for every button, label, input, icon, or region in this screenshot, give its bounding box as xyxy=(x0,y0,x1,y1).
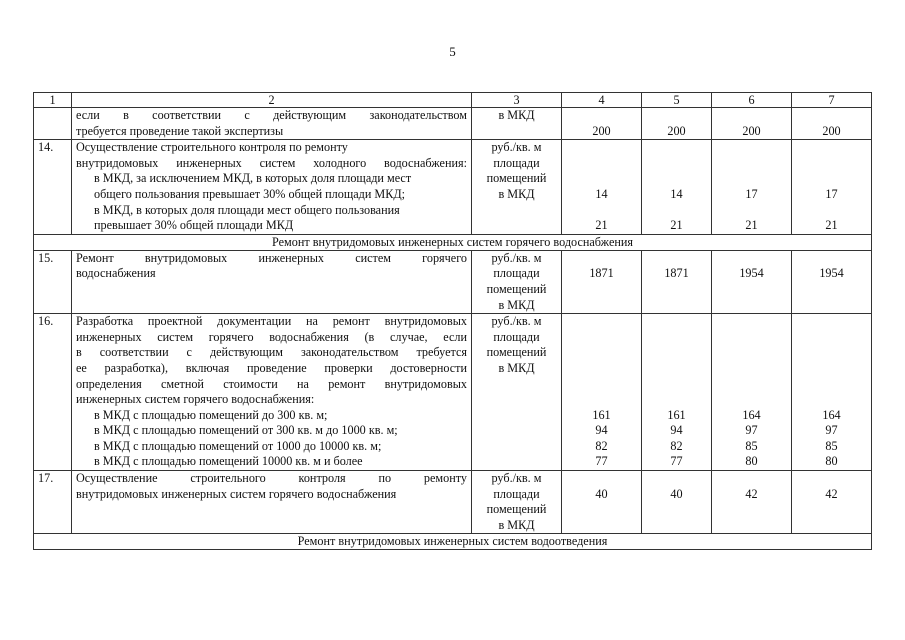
value-cell: 1871 xyxy=(562,250,642,313)
table-header-row xyxy=(34,93,872,108)
page-number: 5 xyxy=(449,44,456,59)
table-row xyxy=(34,108,872,140)
value-cell: 17 21 xyxy=(792,140,872,235)
row-unit: руб./кв. м площади помещений в МКД xyxy=(472,314,562,471)
table-row xyxy=(34,471,872,534)
row-unit: руб./кв. м площади помещений в МКД xyxy=(472,471,562,534)
value-cell: 40 xyxy=(562,471,642,534)
value-cell: 161 94 82 77 xyxy=(642,314,712,471)
section-row xyxy=(34,234,872,250)
row-number: 16. xyxy=(34,314,72,471)
header-cell: 7 xyxy=(792,93,872,108)
table-row xyxy=(34,314,872,471)
value-cell: 42 xyxy=(792,471,872,534)
row-number xyxy=(34,108,72,140)
value-cell: 161 94 82 77 xyxy=(562,314,642,471)
rates-table xyxy=(33,92,872,550)
header-cell: 3 xyxy=(472,93,562,108)
desc-line: требуется проведение такой экспертизы xyxy=(76,123,284,138)
value-cell: 42 xyxy=(712,471,792,534)
row-number: 14. xyxy=(34,140,72,235)
row-description: Разработка проектной документации на ремонт внутридомовых инженерных систем горячего водоснабжения (в случае, если в соответствии с действующим законодательством требуется ее разработка), включая проведение проверки достоверности определения сметной стоимости на ремонт внутридомовых инженерных систем горячего водоснабжения: в МКД с площадью помещений до 300 кв. м; в МКД с площадью помещений от 300 кв. м до 1000 кв. м; в МКД с площадью помещений от 1000 до 10000 кв. м; в МКД с площадью помещений 10000 кв. м и более xyxy=(72,314,472,471)
value-cell: 40 xyxy=(642,471,712,534)
value-cell: 1871 xyxy=(642,250,712,313)
header-cell: 2 xyxy=(72,93,472,108)
header-cell: 5 xyxy=(642,93,712,108)
value-cell: 200 xyxy=(712,108,792,140)
row-description: Осуществление строительного контроля по ремонту внутридомовых инженерных систем горячего водоснабжения xyxy=(72,471,472,534)
table-row xyxy=(34,250,872,313)
row-number: 15. xyxy=(34,250,72,313)
value-cell: 14 21 xyxy=(642,140,712,235)
value-cell: 200 xyxy=(562,108,642,140)
value-cell: 200 xyxy=(792,108,872,140)
section-row xyxy=(34,534,872,550)
row-unit: руб./кв. м площади помещений в МКД xyxy=(472,250,562,313)
value-cell: 17 21 xyxy=(712,140,792,235)
row-description xyxy=(72,108,472,140)
row-description: Осуществление строительного контроля по ремонту внутридомовых инженерных систем холодного водоснабжения: в МКД, за исключением МКД, в которых доля площади мест общего пользования превышает 30% общей площади МКД; в МКД, в которых доля площади мест общего пользования превышает 30% общей площади МКД xyxy=(72,140,472,235)
header-cell: 1 xyxy=(34,93,72,108)
table-row xyxy=(34,140,872,235)
section-title: Ремонт внутридомовых инженерных систем горячего водоснабжения xyxy=(34,234,872,250)
header-cell: 4 xyxy=(562,93,642,108)
row-description: Ремонт внутридомовых инженерных систем горячего водоснабжения xyxy=(72,250,472,313)
row-unit: руб./кв. м площади помещений в МКД xyxy=(472,140,562,235)
value-cell: 164 97 85 80 xyxy=(792,314,872,471)
value-cell: 14 21 xyxy=(562,140,642,235)
value-cell: 200 xyxy=(642,108,712,140)
value-cell: 1954 xyxy=(792,250,872,313)
value-cell: 1954 xyxy=(712,250,792,313)
row-number: 17. xyxy=(34,471,72,534)
section-title: Ремонт внутридомовых инженерных систем водоотведения xyxy=(34,534,872,550)
desc-line: если в соответствии с действующим законодательством xyxy=(76,108,467,122)
row-unit: в МКД xyxy=(472,108,562,140)
header-cell: 6 xyxy=(712,93,792,108)
value-cell: 164 97 85 80 xyxy=(712,314,792,471)
